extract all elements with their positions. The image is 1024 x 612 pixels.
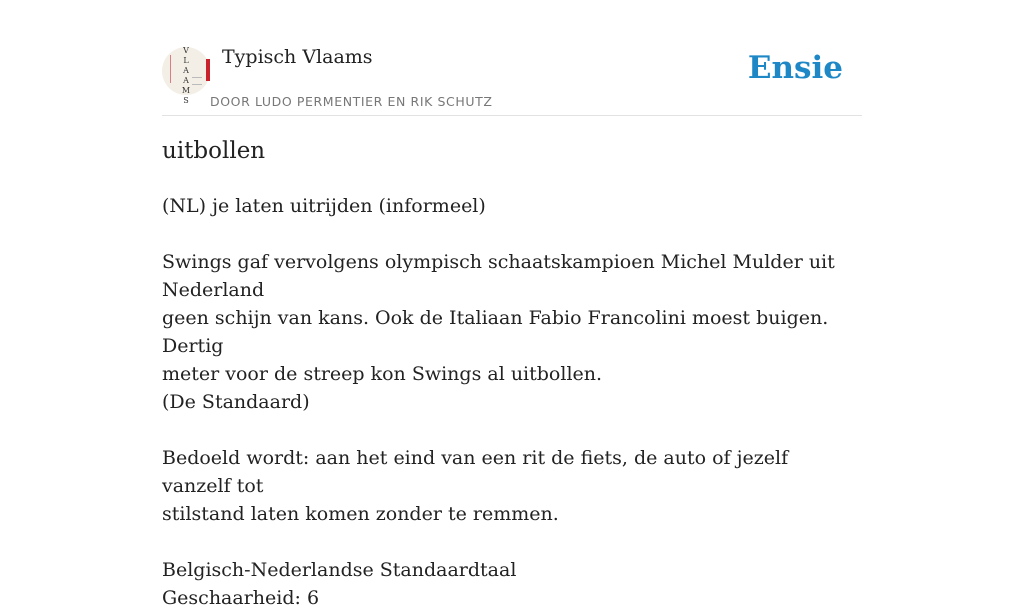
rating-text: Geschaarheid: 6 [162,587,320,609]
avatar-decoration [170,55,175,83]
blog-title[interactable]: Typisch Vlaams [222,46,373,68]
avatar-decoration-lines [192,77,202,85]
author-byline: DOOR LUDO PERMENTIER EN RIK SCHUTZ [210,94,493,109]
quote-line: meter voor de streep kon Swings al uitbollen. [162,363,603,385]
author-avatar[interactable] [162,46,210,105]
category-text: Belgisch-Nederlandse Standaardtaal [162,559,517,581]
entry-content [162,192,862,612]
avatar-red-stripe [206,59,210,81]
ensie-logo[interactable]: Ensie [747,50,843,86]
entry-title: uitbollen [162,138,266,164]
definition-text: (NL) je laten uitrijden (informeel) [162,195,486,217]
quote-source: (De Standaard) [162,391,310,413]
quote-line: Swings gaf vervolgens olympisch schaatskampioen Michel Mulder uit Nederland [162,251,835,301]
quote-line: geen schijn van kans. Ook de Italiaan Fabio Francolini moest buigen. Dertig [162,307,829,357]
explanation-line: Bedoeld wordt: aan het eind van een rit de fiets, de auto of jezelf vanzelf tot [162,447,789,497]
avatar-logo-letters: V L A A M S [181,46,191,105]
site-header [162,44,862,116]
explanation-line: stilstand laten komen zonder te remmen. [162,503,559,525]
